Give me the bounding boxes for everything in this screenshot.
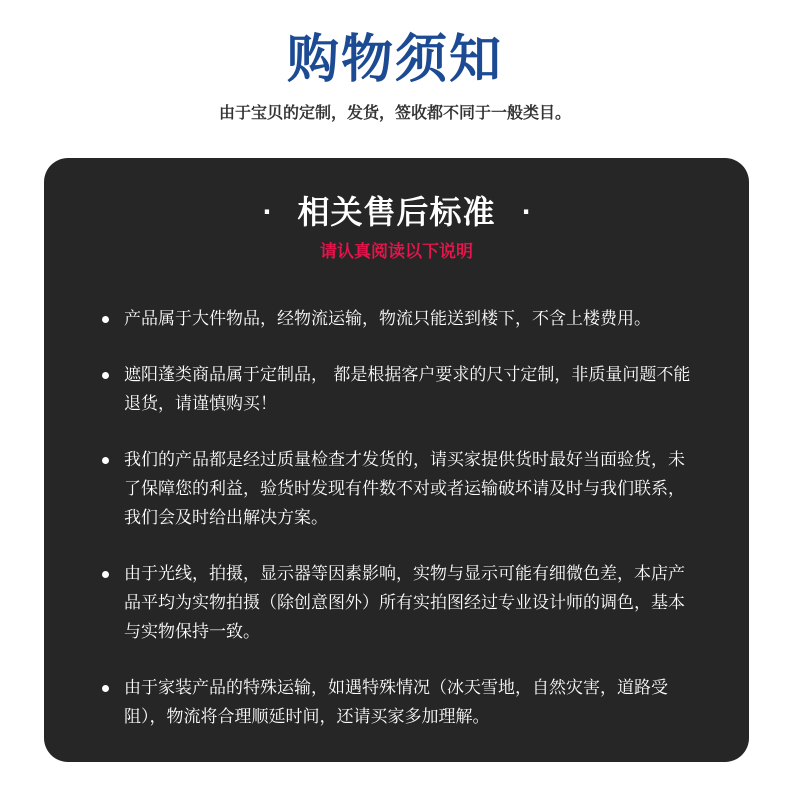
- rule-text: 由于家装产品的特殊运输，如遇特殊情况（冰天雪地，自然灾害，道路受阻），物流将合理顺延时间，还请买家多加理解。: [124, 678, 668, 727]
- section-dot-left: ·: [262, 198, 272, 226]
- rule-item: [102, 361, 692, 419]
- rule-item: [102, 674, 692, 732]
- rule-item: [102, 305, 692, 334]
- rule-item: [102, 446, 692, 533]
- rule-item: [102, 560, 692, 647]
- rules-list: [102, 305, 692, 759]
- rule-text: 由于光线，拍摄，显示器等因素影响，实物与显示可能有细微色差，本店产品平均为实物拍摄（除创意图外）所有实拍图经过专业设计师的调色，基本与实物保持一致。: [124, 564, 685, 642]
- rule-text: 我们的产品都是经过质量检查才发货的，请买家提供货时最好当面验货，未了保障您的利益，验货时发现有件数不对或者运输破坏请及时与我们联系，我们会及时给出解决方案。: [124, 450, 685, 528]
- section-header: [44, 192, 749, 232]
- rule-text: 遮阳蓬类商品属于定制品， 都是根据客户要求的尺寸定制，非质量问题不能退货，请谨慎购买！: [124, 365, 691, 414]
- bullet-icon: [102, 685, 109, 692]
- bullet-icon: [102, 571, 109, 578]
- bullet-icon: [102, 316, 109, 323]
- after-sales-panel: [44, 158, 749, 762]
- section-subtitle: 请认真阅读以下说明: [320, 242, 473, 262]
- page-subtitle: 由于宝贝的定制，发货，签收都不同于一般类目。: [218, 103, 571, 122]
- page-title: 购物须知: [286, 30, 503, 90]
- section-dot-right: ·: [521, 198, 531, 226]
- bullet-icon: [102, 457, 109, 464]
- rule-text: 产品属于大件物品，经物流运输，物流只能送到楼下，不含上楼费用。: [124, 309, 651, 329]
- bullet-icon: [102, 372, 109, 379]
- section-title: 相关售后标准: [297, 193, 496, 231]
